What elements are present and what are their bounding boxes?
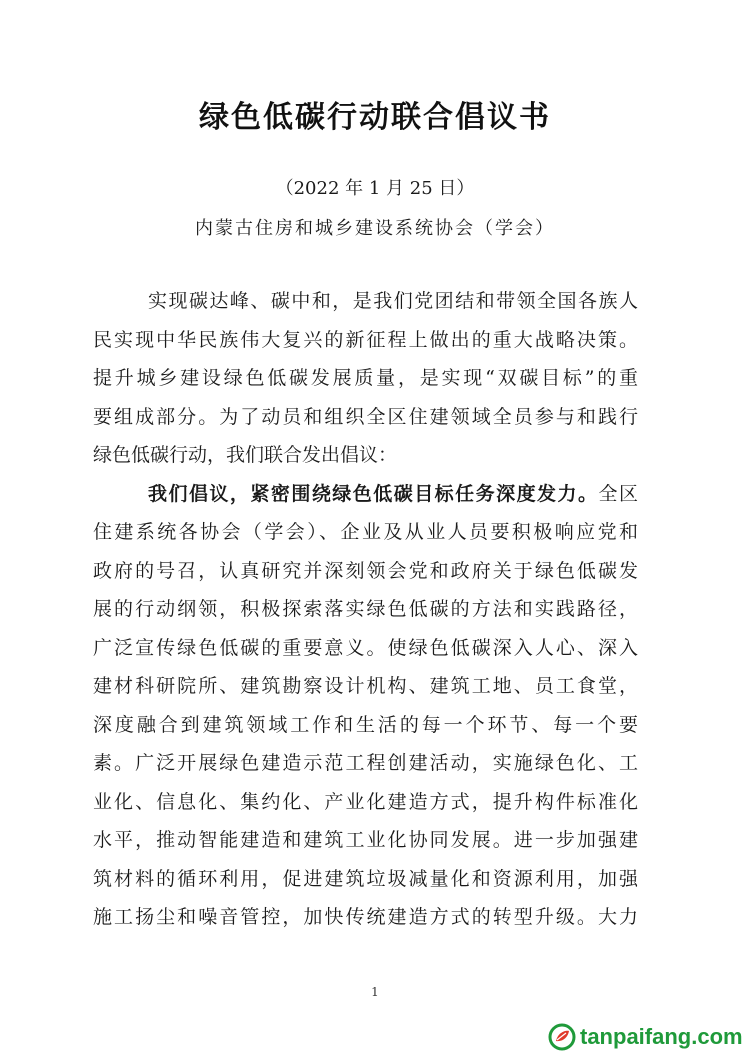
body-line: 筑材料的循环利用，促进建筑垃圾减量化和资源利用，加强 bbox=[93, 867, 638, 890]
body-line: 展的行动纲领，积极探索落实绿色低碳的方法和实践路径， bbox=[93, 598, 638, 620]
body-line: 广泛宣传绿色低碳的重要意义。使绿色低碳深入人心、深入 bbox=[93, 636, 638, 659]
document-date: （2022 年 1 月 25 日） bbox=[275, 178, 475, 199]
document-body bbox=[93, 282, 638, 937]
body-line: 素。广泛开展绿色建造示范工程创建活动，实施绿色化、工 bbox=[93, 752, 638, 774]
body-line: 建材科研院所、建筑勘察设计机构、建筑工地、员工食堂， bbox=[93, 675, 638, 697]
body-line: 民实现中华民族伟大复兴的新征程上做出的重大战略决策。 bbox=[93, 328, 638, 351]
body-line: 业化、信息化、集约化、产业化建造方式，提升构件标准化 bbox=[93, 790, 638, 813]
bold-proposal-heading: 我们倡议，紧密围绕绿色低碳目标任务深度发力。 bbox=[148, 482, 599, 505]
body-line: 施工扬尘和噪音管控，加快传统建造方式的转型升级。大力 bbox=[93, 906, 638, 928]
body-line: 住建系统各协会（学会）、企业及从业人员要积极响应党和 bbox=[93, 521, 638, 543]
document-title: 绿色低碳行动联合倡议书 bbox=[199, 100, 551, 135]
body-line bbox=[93, 475, 638, 514]
body-line: 要组成部分。为了动员和组织全区住建领域全员参与和践行 bbox=[93, 405, 638, 428]
leaf-icon bbox=[548, 1023, 576, 1051]
watermark bbox=[548, 1020, 748, 1054]
page-number: 1 bbox=[371, 985, 379, 999]
body-line: 绿色低碳行动，我们联合发出倡议： bbox=[93, 444, 398, 466]
body-line: 实现碳达峰、碳中和，是我们党团结和带领全国各族人 bbox=[148, 290, 638, 312]
body-line: 深度融合到建筑领域工作和生活的每一个环节、每一个要 bbox=[93, 713, 638, 736]
body-text: 全区 bbox=[598, 482, 638, 505]
watermark-text: tanpaifang.com bbox=[580, 1024, 743, 1049]
body-line: 政府的号召，认真研究并深刻领会党和政府关于绿色低碳发 bbox=[93, 559, 638, 582]
document-organization: 内蒙古住房和城乡建设系统协会（学会） bbox=[195, 218, 555, 239]
body-line: 水平，推动智能建造和建筑工业化协同发展。进一步加强建 bbox=[93, 829, 638, 851]
body-line: 提升城乡建设绿色低碳发展质量，是实现“双碳目标”的重 bbox=[93, 367, 638, 389]
